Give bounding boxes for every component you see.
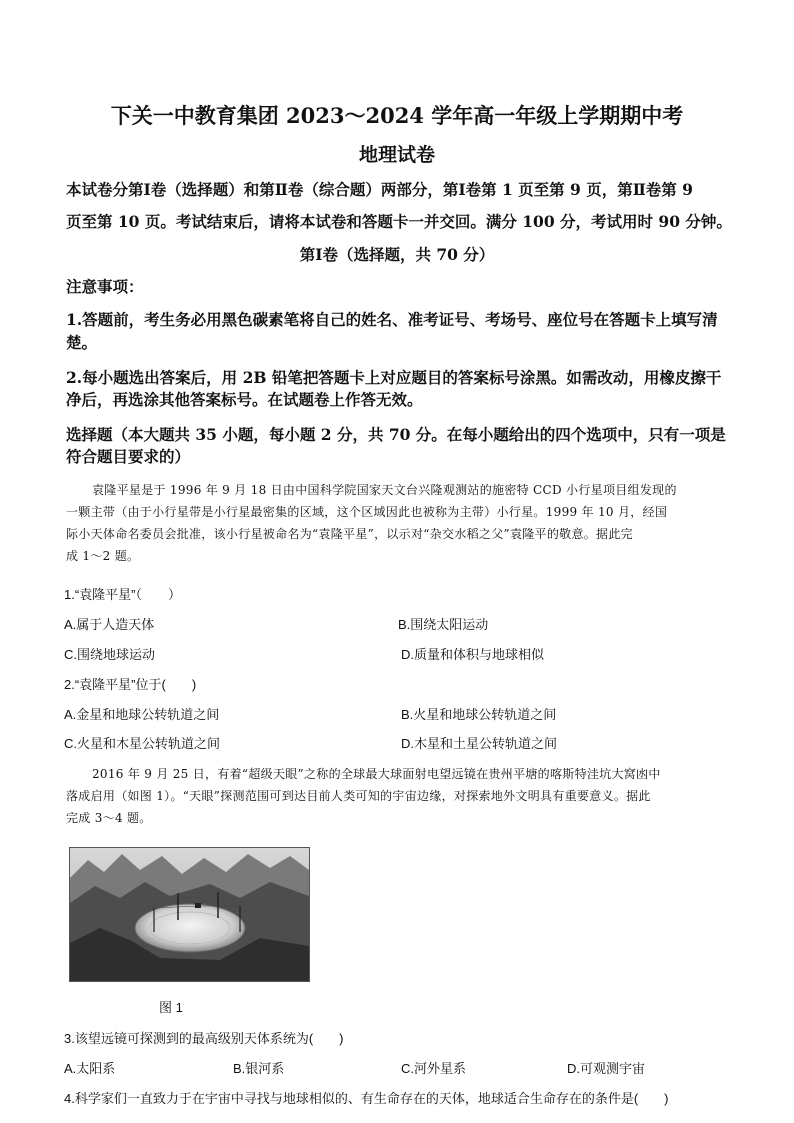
exam-subtitle: 地理试卷 (358, 144, 435, 166)
question-1-stem: 1.“袁隆平星”（ ） (64, 587, 182, 602)
note-1-line-2: 楚。 (66, 333, 98, 352)
question-1-option-b: B.围绕太阳运动 (398, 617, 489, 632)
passage-2-line-3: 完成 3～4 题。 (66, 811, 152, 825)
intro-line-2: 页至第 10 页。考试结束后，请将本试卷和答题卡一并交回。满分 100 分，考试用时 90 分钟。 (66, 212, 732, 231)
passage-1-line-4: 成 1～2 题。 (66, 549, 140, 563)
question-2-option-a: A.金星和地球公转轨道之间 (64, 707, 220, 722)
note-2-line-1: 2.每小题选出答案后，用 2B 铅笔把答题卡上对应题目的答案标号涂黑。如需改动，用橡皮擦干 (66, 368, 722, 387)
question-4-stem: 4.科学家们一直致力于在宇宙中寻找与地球相似的、有生命存在的天体，地球适合生命存在的条件是( ) (64, 1091, 669, 1106)
question-3-option-b: B.银河系 (233, 1061, 285, 1076)
note-2-line-2: 净后，再选涂其他答案标号。在试题卷上作答无效。 (66, 390, 423, 409)
question-1-option-c: C.围绕地球运动 (64, 647, 156, 662)
exam-title: 下关一中教育集团 2023～2024 学年高一年级上学期期中考 (110, 103, 684, 128)
notes-label: 注意事项： (66, 277, 144, 296)
question-3-option-c: C.河外星系 (401, 1061, 467, 1076)
question-2-option-c: C.火星和木星公转轨道之间 (64, 736, 221, 751)
telescope-photo (69, 847, 310, 982)
note-1-line-1: 1.答题前，考生务必用黑色碳素笔将自己的姓名、准考证号、考场号、座位号在答题卡上填写清 (66, 310, 718, 329)
question-3-option-d: D.可观测宇宙 (567, 1061, 646, 1076)
intro-line-1: 本试卷分第Ⅰ卷（选择题）和第Ⅱ卷（综合题）两部分，第Ⅰ卷第 1 页至第 9 页，第Ⅱ卷第 9 (66, 180, 693, 199)
passage-2-line-2: 落成启用（如图 1）。“天眼”探测范围可到达目前人类可知的宇宙边缘，对探索地外文明具有重要意义。据此 (66, 789, 651, 803)
question-3-stem: 3.该望远镜可探测到的最高级别天体系统为( ) (64, 1031, 344, 1046)
mc-instructions-line-2: 符合题目要求的） (66, 447, 191, 466)
mc-instructions-line-1: 选择题（本大题共 35 小题，每小题 2 分，共 70 分。在每小题给出的四个选项中，只有一项是 (66, 425, 726, 444)
question-3-option-a: A.太阳系 (64, 1061, 116, 1076)
section-heading: 第Ⅰ卷（选择题，共 70 分） (299, 245, 495, 264)
passage-1-line-2: 一颗主带（由于小行星带是小行星最密集的区域，这个区域因此也被称为主带）小行星。1999 年 10 月，经国 (66, 505, 668, 519)
passage-2-line-1: 2016 年 9 月 25 日，有着“超级天眼”之称的全球最大球面射电望远镜在贵州平塘的喀斯特洼坑大窝凼中 (92, 767, 661, 781)
question-1-option-a: A.属于人造天体 (64, 617, 155, 632)
passage-1-line-1: 袁隆平星是于 1996 年 9 月 18 日由中国科学院国家天文台兴隆观测站的施密特 CCD 小行星项目组发现的 (92, 483, 677, 497)
question-1-option-d: D.质量和体积与地球相似 (401, 647, 545, 662)
question-2-option-d: D.木星和土星公转轨道之间 (401, 736, 558, 751)
question-2-stem: 2.“袁隆平星”位于( ) (64, 677, 197, 692)
figure-caption: 图 1 (159, 1000, 183, 1015)
passage-1-line-3: 际小天体命名委员会批准，该小行星被命名为“袁隆平星”，以示对“杂交水稻之父”袁隆平的敬意。据此完 (66, 527, 633, 541)
question-2-option-b: B.火星和地球公转轨道之间 (401, 707, 557, 722)
